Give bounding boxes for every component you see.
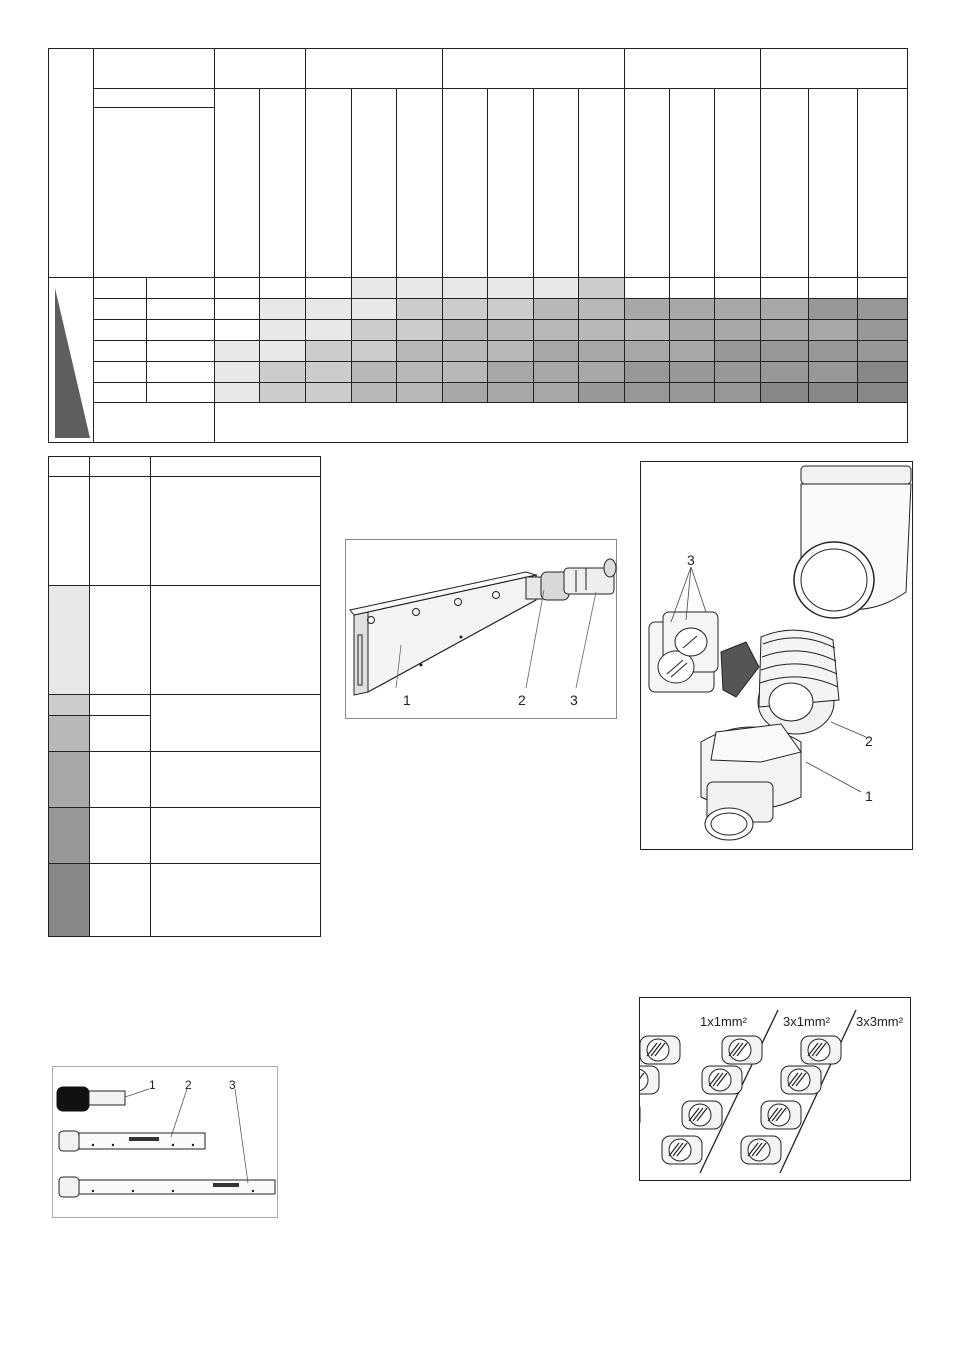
wire-insert-icon <box>702 1066 742 1094</box>
matrix-data-cell <box>259 361 306 383</box>
sonotrode-label-1: 1 <box>403 692 411 708</box>
matrix-data-cell <box>578 340 625 362</box>
matrix-data-cell <box>259 319 306 341</box>
matrix-row-label-b <box>146 361 215 383</box>
wire-insert-icon <box>741 1136 781 1164</box>
insert-header-1x1: 1x1mm² <box>700 1014 747 1029</box>
legend-swatch <box>48 476 90 586</box>
matrix-data-cell <box>442 277 488 299</box>
matrix-data-cell <box>214 277 260 299</box>
matrix-data-cell <box>533 340 579 362</box>
matrix-data-cell <box>669 382 715 403</box>
legend-header-description <box>150 456 321 477</box>
matrix-column-header <box>214 88 260 278</box>
legend-code-cell <box>89 585 151 695</box>
matrix-data-cell <box>760 382 809 403</box>
matrix-data-cell <box>351 298 397 320</box>
matrix-column-header <box>808 88 858 278</box>
matrix-column-header <box>442 88 488 278</box>
matrix-data-cell <box>669 340 715 362</box>
matrix-data-cell <box>442 382 488 403</box>
matrix-data-cell <box>487 340 534 362</box>
matrix-row-label-a <box>93 277 147 299</box>
matrix-data-cell <box>487 361 534 383</box>
wire-insert-icon <box>781 1066 821 1094</box>
insert-chart-figure <box>639 997 911 1181</box>
matrix-data-cell <box>808 361 858 383</box>
sonotrode-illustration <box>346 540 618 720</box>
matrix-data-cell <box>487 319 534 341</box>
matrix-data-cell <box>578 277 625 299</box>
matrix-row-label-b <box>146 298 215 320</box>
matrix-data-cell <box>442 319 488 341</box>
matrix-data-cell <box>857 340 908 362</box>
matrix-row-label-b <box>146 382 215 403</box>
legend-description-cell <box>150 863 321 937</box>
wire-insert-icon <box>682 1101 722 1129</box>
sonotrode-figure <box>345 539 617 719</box>
matrix-data-cell <box>351 382 397 403</box>
matrix-data-cell <box>669 361 715 383</box>
matrix-column-header <box>669 88 715 278</box>
matrix-group-header <box>624 48 761 89</box>
matrix-column-header <box>533 88 579 278</box>
sonotrode-label-3: 3 <box>570 692 578 708</box>
matrix-data-cell <box>351 340 397 362</box>
matrix-data-cell <box>442 361 488 383</box>
matrix-group-header <box>760 48 908 89</box>
matrix-data-cell <box>214 298 260 320</box>
wire-insert-icon <box>662 1136 702 1164</box>
legend-code-cell <box>89 694 151 716</box>
matrix-data-cell <box>214 340 260 362</box>
matrix-data-cell <box>487 277 534 299</box>
legend-description-cell <box>150 751 321 808</box>
matrix-column-header <box>305 88 352 278</box>
matrix-column-header <box>760 88 809 278</box>
legend-header-swatch <box>48 456 90 477</box>
matrix-data-cell <box>714 298 761 320</box>
matrix-data-cell <box>669 319 715 341</box>
matrix-data-cell <box>305 361 352 383</box>
matrix-data-cell <box>760 277 809 299</box>
wire-insert-icon <box>640 1066 659 1094</box>
insert-header-3x1: 3x1mm² <box>783 1014 830 1029</box>
legend-code-cell <box>89 715 151 752</box>
wire-insert-icon <box>801 1036 841 1064</box>
insert-header-3x3: 3x3mm² <box>856 1014 903 1029</box>
matrix-gradient-cell <box>48 277 94 443</box>
matrix-data-cell <box>760 340 809 362</box>
legend-swatch <box>48 585 90 695</box>
matrix-data-cell <box>624 298 670 320</box>
legend-swatch <box>48 715 90 752</box>
matrix-corner-cell <box>48 48 94 278</box>
matrix-subheader-cell <box>93 88 215 108</box>
matrix-data-cell <box>714 277 761 299</box>
matrix-data-cell <box>351 361 397 383</box>
matrix-data-cell <box>808 298 858 320</box>
matrix-data-cell <box>396 319 443 341</box>
matrix-data-cell <box>624 361 670 383</box>
legend-swatch <box>48 807 90 864</box>
matrix-data-cell <box>396 298 443 320</box>
matrix-column-header <box>857 88 908 278</box>
matrix-data-cell <box>578 382 625 403</box>
matrix-column-header <box>351 88 397 278</box>
matrix-data-cell <box>533 277 579 299</box>
tool-set-label-1: 1 <box>149 1078 156 1092</box>
matrix-row-label-a <box>93 382 147 403</box>
matrix-group-header <box>442 48 625 89</box>
matrix-data-cell <box>351 319 397 341</box>
wire-clamp-illustration <box>641 462 914 851</box>
matrix-data-cell <box>533 319 579 341</box>
legend-code-cell <box>89 863 151 937</box>
matrix-column-header <box>396 88 443 278</box>
insert-direction-arrow-icon <box>721 642 759 697</box>
bottom-nut-part-1 <box>701 724 801 840</box>
matrix-row-label-b <box>146 319 215 341</box>
wire-clamp-label-2: 2 <box>865 733 873 749</box>
gradient-wedge-icon <box>49 278 94 443</box>
matrix-data-cell <box>624 382 670 403</box>
matrix-group-header <box>214 48 306 89</box>
matrix-data-cell <box>760 361 809 383</box>
matrix-data-cell <box>487 298 534 320</box>
insert-chart-illustration <box>640 998 912 1182</box>
matrix-data-cell <box>396 361 443 383</box>
tool-set-label-3: 3 <box>229 1078 236 1092</box>
legend-code-cell <box>89 751 151 808</box>
matrix-data-cell <box>351 277 397 299</box>
matrix-data-cell <box>578 361 625 383</box>
matrix-data-cell <box>259 277 306 299</box>
tool-set-illustration <box>53 1067 279 1219</box>
matrix-subheader-body-cell <box>93 107 215 278</box>
legend-description-cell <box>150 585 321 695</box>
matrix-data-cell <box>259 298 306 320</box>
matrix-data-cell <box>533 298 579 320</box>
matrix-column-header <box>487 88 534 278</box>
matrix-data-cell <box>533 382 579 403</box>
wire-insert-icon <box>722 1036 762 1064</box>
matrix-data-cell <box>714 361 761 383</box>
legend-code-cell <box>89 476 151 586</box>
matrix-group-header <box>305 48 443 89</box>
matrix-data-cell <box>669 298 715 320</box>
matrix-data-cell <box>624 319 670 341</box>
matrix-header-label-cell <box>93 48 215 89</box>
matrix-column-header <box>259 88 306 278</box>
matrix-data-cell <box>442 340 488 362</box>
matrix-data-cell <box>214 361 260 383</box>
matrix-data-cell <box>305 319 352 341</box>
tool-set-label-2: 2 <box>185 1078 192 1092</box>
matrix-row-label-b <box>146 277 215 299</box>
legend-swatch <box>48 694 90 716</box>
matrix-data-cell <box>396 340 443 362</box>
legend-code-cell <box>89 807 151 864</box>
wire-insert-icon <box>640 1036 680 1064</box>
matrix-column-header <box>578 88 625 278</box>
matrix-data-cell <box>714 340 761 362</box>
matrix-data-cell <box>396 277 443 299</box>
matrix-data-cell <box>578 298 625 320</box>
matrix-data-cell <box>396 382 443 403</box>
tool-set-figure <box>52 1066 278 1218</box>
wire-insert-icon <box>761 1101 801 1129</box>
matrix-row-label-b <box>146 340 215 362</box>
matrix-data-cell <box>214 382 260 403</box>
spring-coil-part-2 <box>758 630 839 734</box>
matrix-data-cell <box>857 298 908 320</box>
matrix-data-cell <box>624 340 670 362</box>
matrix-data-cell <box>857 361 908 383</box>
matrix-row-label-a <box>93 340 147 362</box>
matrix-data-cell <box>714 382 761 403</box>
matrix-data-cell <box>808 340 858 362</box>
matrix-data-cell <box>857 382 908 403</box>
matrix-row-label-a <box>93 298 147 320</box>
matrix-data-cell <box>714 319 761 341</box>
matrix-data-cell <box>259 382 306 403</box>
legend-description-cell <box>150 694 321 752</box>
matrix-data-cell <box>487 382 534 403</box>
matrix-data-cell <box>808 277 858 299</box>
matrix-data-cell <box>669 277 715 299</box>
legend-description-cell <box>150 476 321 586</box>
matrix-data-cell <box>533 361 579 383</box>
wire-clamp-label-1: 1 <box>865 788 873 804</box>
matrix-data-cell <box>857 277 908 299</box>
matrix-data-cell <box>305 277 352 299</box>
matrix-data-cell <box>808 382 858 403</box>
wire-clamp-label-3: 3 <box>687 552 695 568</box>
matrix-column-header <box>624 88 670 278</box>
matrix-data-cell <box>214 319 260 341</box>
matrix-data-cell <box>578 319 625 341</box>
matrix-data-cell <box>305 298 352 320</box>
sonotrode-label-2: 2 <box>518 692 526 708</box>
matrix-footer-label-cell <box>93 402 215 443</box>
matrix-data-cell <box>760 298 809 320</box>
clamp-insert-part-3 <box>649 612 718 692</box>
matrix-row-label-a <box>93 319 147 341</box>
legend-swatch <box>48 863 90 937</box>
matrix-footer-cell <box>214 402 908 443</box>
matrix-data-cell <box>305 382 352 403</box>
legend-swatch <box>48 751 90 808</box>
matrix-data-cell <box>442 298 488 320</box>
wire-clamp-figure <box>640 461 913 850</box>
matrix-column-header <box>714 88 761 278</box>
legend-header-code <box>89 456 151 477</box>
matrix-data-cell <box>624 277 670 299</box>
matrix-data-cell <box>808 319 858 341</box>
legend-description-cell <box>150 807 321 864</box>
matrix-data-cell <box>259 340 306 362</box>
matrix-data-cell <box>857 319 908 341</box>
matrix-data-cell <box>760 319 809 341</box>
matrix-data-cell <box>305 340 352 362</box>
matrix-row-label-a <box>93 361 147 383</box>
